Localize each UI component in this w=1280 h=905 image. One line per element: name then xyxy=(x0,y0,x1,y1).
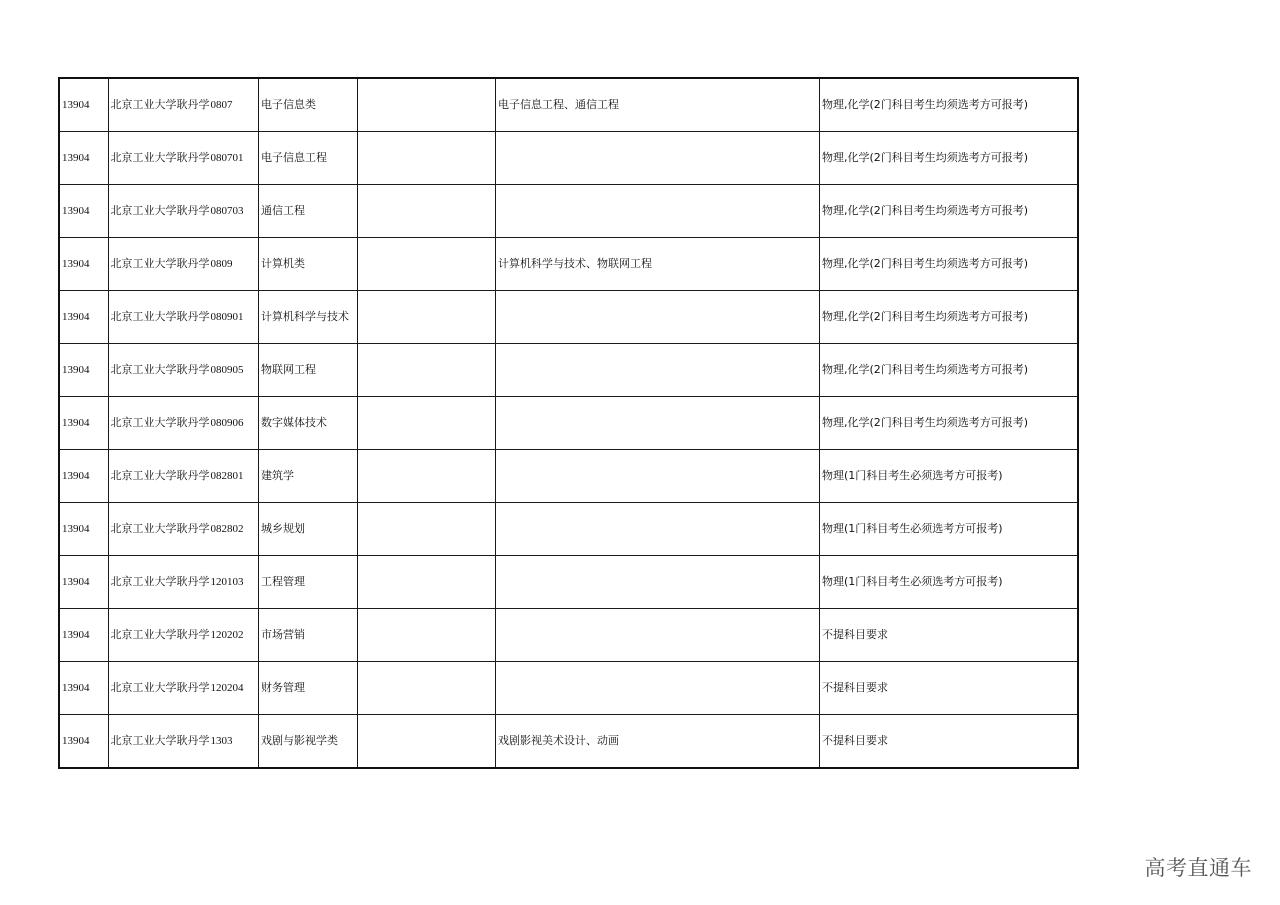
note-cell xyxy=(358,450,496,503)
subject-requirement-cell: 不提科目要求 xyxy=(820,662,1078,715)
major-code-cell: 080901 xyxy=(210,291,259,344)
note-cell xyxy=(358,238,496,291)
major-name-cell: 戏剧与影视学类 xyxy=(259,715,358,769)
school-code-cell: 13904 xyxy=(59,238,108,291)
school-code-cell: 13904 xyxy=(59,185,108,238)
note-cell xyxy=(358,291,496,344)
school-name-cell: 北京工业大学耿丹学 xyxy=(108,715,210,769)
major-code-cell: 1303 xyxy=(210,715,259,769)
table-row xyxy=(59,238,1078,291)
table-row xyxy=(59,503,1078,556)
subject-requirement-cell: 不提科目要求 xyxy=(820,715,1078,769)
table-row xyxy=(59,450,1078,503)
note-cell xyxy=(358,185,496,238)
major-code-cell: 0809 xyxy=(210,238,259,291)
school-code-cell: 13904 xyxy=(59,556,108,609)
school-code-cell: 13904 xyxy=(59,503,108,556)
major-name-cell: 计算机类 xyxy=(259,238,358,291)
major-name-cell: 数字媒体技术 xyxy=(259,397,358,450)
major-name-cell: 电子信息工程 xyxy=(259,132,358,185)
major-name-cell: 城乡规划 xyxy=(259,503,358,556)
subject-requirement-cell: 物理,化学(2门科目考生均须选考方可报考) xyxy=(820,78,1078,132)
school-code-cell: 13904 xyxy=(59,78,108,132)
major-name-cell: 市场营销 xyxy=(259,609,358,662)
major-name-cell: 建筑学 xyxy=(259,450,358,503)
table-row xyxy=(59,397,1078,450)
note-cell xyxy=(358,344,496,397)
major-name-cell: 物联网工程 xyxy=(259,344,358,397)
major-code-cell: 082801 xyxy=(210,450,259,503)
school-name-cell: 北京工业大学耿丹学 xyxy=(108,662,210,715)
included-majors-cell xyxy=(496,556,820,609)
school-name-cell: 北京工业大学耿丹学 xyxy=(108,556,210,609)
included-majors-cell: 计算机科学与技术、物联网工程 xyxy=(496,238,820,291)
school-name-cell: 北京工业大学耿丹学 xyxy=(108,78,210,132)
major-code-cell: 080906 xyxy=(210,397,259,450)
note-cell xyxy=(358,78,496,132)
school-code-cell: 13904 xyxy=(59,344,108,397)
note-cell xyxy=(358,609,496,662)
school-name-cell: 北京工业大学耿丹学 xyxy=(108,291,210,344)
subject-requirements-table xyxy=(58,77,1079,769)
table-row xyxy=(59,78,1078,132)
subject-requirement-cell: 物理(1门科目考生必须选考方可报考) xyxy=(820,503,1078,556)
note-cell xyxy=(358,715,496,769)
school-code-cell: 13904 xyxy=(59,662,108,715)
major-code-cell: 120103 xyxy=(210,556,259,609)
school-code-cell: 13904 xyxy=(59,450,108,503)
subject-requirement-cell: 物理(1门科目考生必须选考方可报考) xyxy=(820,556,1078,609)
table-body xyxy=(59,78,1078,768)
subject-requirement-cell: 物理(1门科目考生必须选考方可报考) xyxy=(820,450,1078,503)
subject-requirement-cell: 物理,化学(2门科目考生均须选考方可报考) xyxy=(820,344,1078,397)
major-code-cell: 0807 xyxy=(210,78,259,132)
major-name-cell: 计算机科学与技术 xyxy=(259,291,358,344)
major-name-cell: 工程管理 xyxy=(259,556,358,609)
major-code-cell: 080701 xyxy=(210,132,259,185)
school-code-cell: 13904 xyxy=(59,397,108,450)
included-majors-cell xyxy=(496,503,820,556)
school-name-cell: 北京工业大学耿丹学 xyxy=(108,344,210,397)
major-code-cell: 080703 xyxy=(210,185,259,238)
table-row xyxy=(59,556,1078,609)
watermark-text: 高考直通车 xyxy=(1144,856,1252,880)
school-name-cell: 北京工业大学耿丹学 xyxy=(108,450,210,503)
subject-requirement-cell: 物理,化学(2门科目考生均须选考方可报考) xyxy=(820,397,1078,450)
subject-requirement-cell: 不提科目要求 xyxy=(820,609,1078,662)
table-row xyxy=(59,291,1078,344)
note-cell xyxy=(358,132,496,185)
major-name-cell: 电子信息类 xyxy=(259,78,358,132)
included-majors-cell xyxy=(496,450,820,503)
major-code-cell: 120202 xyxy=(210,609,259,662)
table-row xyxy=(59,344,1078,397)
table-row xyxy=(59,132,1078,185)
included-majors-cell: 戏剧影视美术设计、动画 xyxy=(496,715,820,769)
table-row xyxy=(59,715,1078,769)
school-name-cell: 北京工业大学耿丹学 xyxy=(108,238,210,291)
school-code-cell: 13904 xyxy=(59,609,108,662)
major-code-cell: 082802 xyxy=(210,503,259,556)
school-code-cell: 13904 xyxy=(59,715,108,769)
major-name-cell: 财务管理 xyxy=(259,662,358,715)
included-majors-cell xyxy=(496,185,820,238)
school-name-cell: 北京工业大学耿丹学 xyxy=(108,609,210,662)
note-cell xyxy=(358,556,496,609)
included-majors-cell xyxy=(496,662,820,715)
included-majors-cell xyxy=(496,344,820,397)
major-code-cell: 120204 xyxy=(210,662,259,715)
included-majors-cell: 电子信息工程、通信工程 xyxy=(496,78,820,132)
school-code-cell: 13904 xyxy=(59,132,108,185)
school-name-cell: 北京工业大学耿丹学 xyxy=(108,185,210,238)
subject-requirement-cell: 物理,化学(2门科目考生均须选考方可报考) xyxy=(820,132,1078,185)
major-name-cell: 通信工程 xyxy=(259,185,358,238)
school-name-cell: 北京工业大学耿丹学 xyxy=(108,397,210,450)
subject-requirement-cell: 物理,化学(2门科目考生均须选考方可报考) xyxy=(820,185,1078,238)
note-cell xyxy=(358,397,496,450)
included-majors-cell xyxy=(496,609,820,662)
school-code-cell: 13904 xyxy=(59,291,108,344)
included-majors-cell xyxy=(496,132,820,185)
subject-requirement-cell: 物理,化学(2门科目考生均须选考方可报考) xyxy=(820,291,1078,344)
major-code-cell: 080905 xyxy=(210,344,259,397)
note-cell xyxy=(358,662,496,715)
note-cell xyxy=(358,503,496,556)
table-row xyxy=(59,185,1078,238)
school-name-cell: 北京工业大学耿丹学 xyxy=(108,132,210,185)
included-majors-cell xyxy=(496,291,820,344)
included-majors-cell xyxy=(496,397,820,450)
school-name-cell: 北京工业大学耿丹学 xyxy=(108,503,210,556)
table-row xyxy=(59,662,1078,715)
subject-requirement-cell: 物理,化学(2门科目考生均须选考方可报考) xyxy=(820,238,1078,291)
table-row xyxy=(59,609,1078,662)
